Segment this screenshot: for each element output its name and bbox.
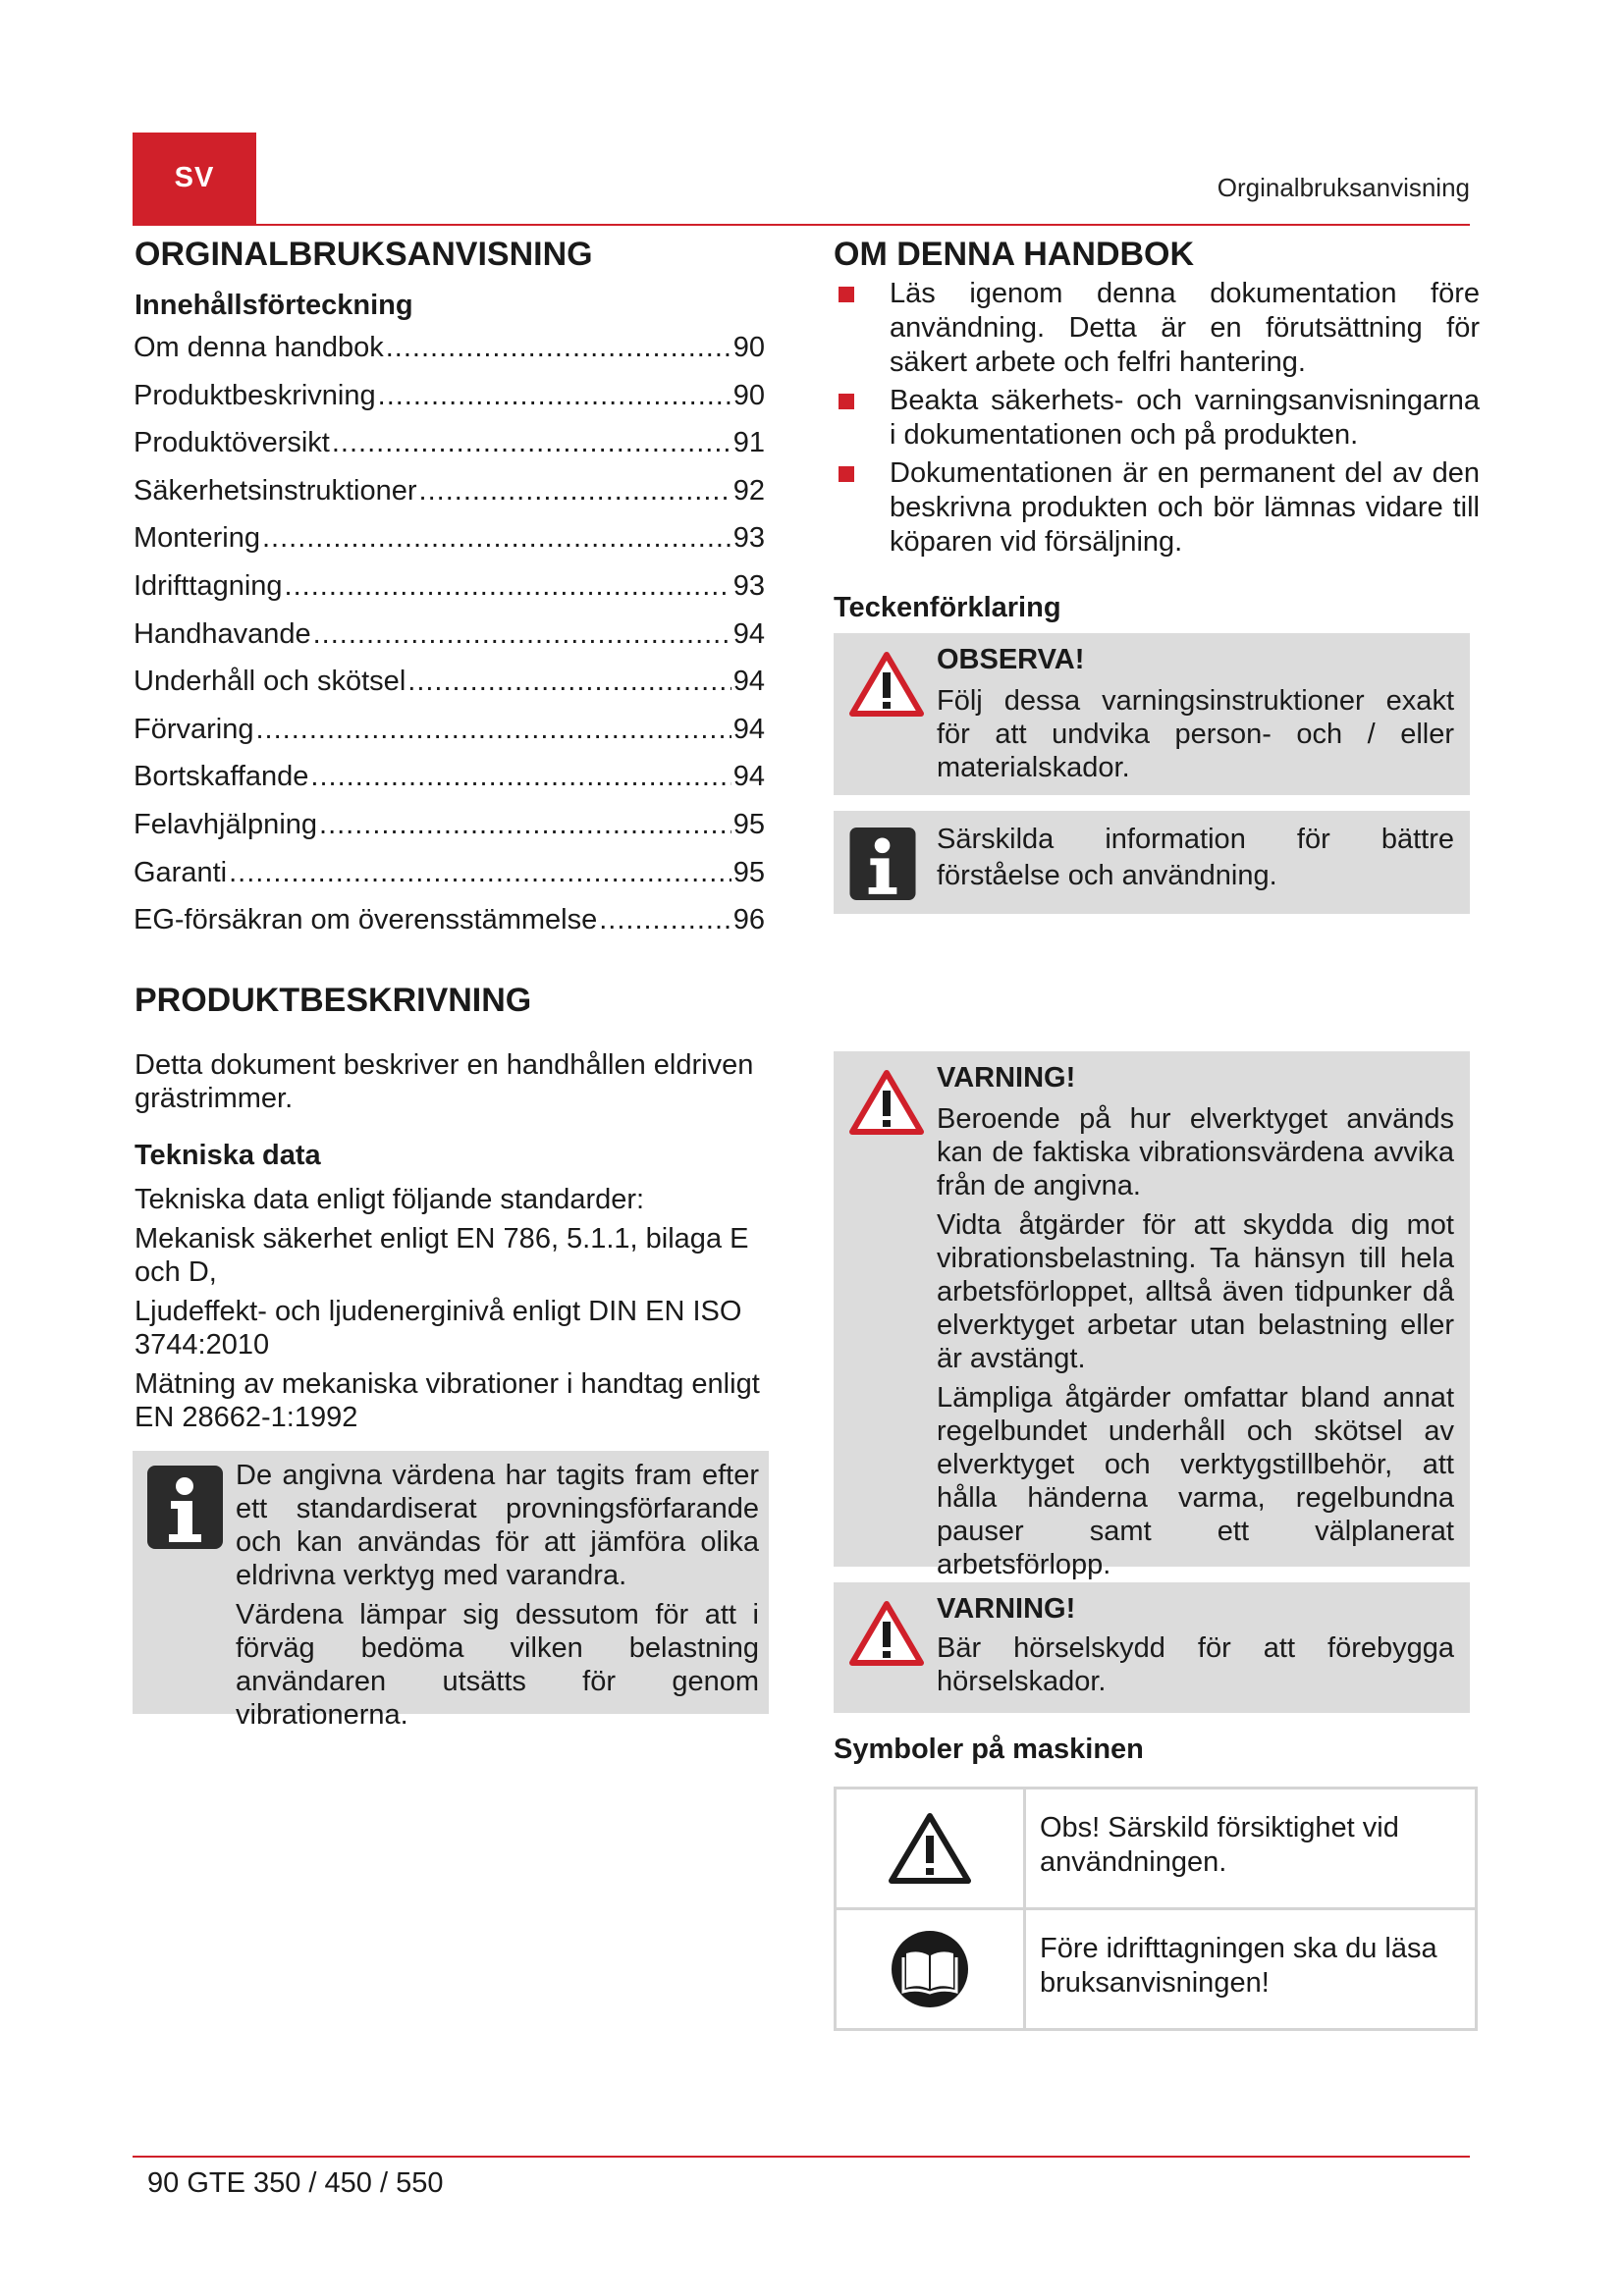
list-item: Läs igenom denna dokumentation före användning. Detta är en förutsättning för säkert arbete och felfri hantering. xyxy=(836,277,1480,380)
page-footer: 90 GTE 350 / 450 / 550 xyxy=(147,2167,444,2199)
running-title: Orginalbruksanvisning xyxy=(1217,173,1470,202)
symbol-description: Före idrifttagningen ska du läsa bruksanvisningen! xyxy=(1040,1933,1437,1999)
info-icon xyxy=(848,828,917,905)
handbook-bullets xyxy=(836,277,1480,563)
warning-text: Bär hörselskydd för att förebygga hörselskador. xyxy=(937,1632,1454,1697)
symbols-heading: Symboler på maskinen xyxy=(834,1734,1144,1765)
tech-paragraph: Mätning av mekaniska vibrationer i handtag enligt EN 28662-1:1992 xyxy=(135,1368,760,1433)
toc-entry[interactable]: Om denna handbok ..... 90 xyxy=(134,332,765,380)
page-title: ORGINALBRUKSANVISNING xyxy=(135,236,593,273)
header-divider xyxy=(133,224,1470,226)
toc-entry[interactable]: Idrifttagning ..... 93 xyxy=(134,570,765,618)
tech-data-text xyxy=(135,1183,783,1434)
tech-data-heading: Tekniska data xyxy=(135,1140,321,1171)
table-of-contents xyxy=(134,332,765,952)
tech-paragraph: Tekniska data enligt följande standarder: xyxy=(135,1184,645,1215)
warning-paragraph: Lämpliga åtgärder omfattar bland annat regelbundet underhåll och skötsel av elverktyget och verktygstillbehör, att hålla händerna varma, regelbundna pauser samt ett välplanerat arbetsförlopp. xyxy=(937,1382,1454,1580)
toc-entry[interactable]: Bortskaffande ..... 94 xyxy=(134,761,765,809)
info-box-paragraph: De angivna värdena har tagits fram efter ett standardiserat provningsförfarande och kan användas för att jämföra olika eldrivna verktyg med varandra. xyxy=(236,1460,759,1591)
table-row xyxy=(837,1789,1475,1910)
product-description-title: PRODUKTBESKRIVNING xyxy=(135,982,532,1019)
toc-entry[interactable]: Produktbeskrivning ..... 90 xyxy=(134,380,765,428)
toc-entry[interactable]: Underhåll och skötsel ..... 94 xyxy=(134,666,765,714)
toc-entry[interactable]: Garanti ..... 95 xyxy=(134,857,765,905)
info-box-vibration xyxy=(133,1451,769,1731)
warning-paragraph: Vidta åtgärder för att skydda dig mot vibrationsbelastning. Ta hänsyn till hela arbetsförloppet, alltså även tidpunker då elverktyget arbetar utan belastning eller är avstängt. xyxy=(937,1209,1454,1374)
legend-heading: Teckenförklaring xyxy=(834,592,1061,623)
table-row xyxy=(837,1910,1475,2028)
toc-entry[interactable]: Förvaring ..... 94 xyxy=(134,714,765,762)
toc-entry[interactable]: EG-försäkran om överensstämmelse ..... 96 xyxy=(134,904,765,952)
toc-entry[interactable]: Felavhjälpning ..... 95 xyxy=(134,809,765,857)
product-intro: Detta dokument beskriver en handhållen eldriven grästrimmer. xyxy=(135,1049,754,1114)
warning-box-vibration xyxy=(834,1051,1470,1580)
toc-heading: Innehållsförteckning xyxy=(135,290,413,321)
info-box-legend xyxy=(834,811,1470,914)
footer-divider xyxy=(133,2156,1470,2158)
toc-entry[interactable]: Montering ..... 93 xyxy=(134,522,765,570)
warning-paragraph: Beroende på hur elverktyget används kan de faktiska vibrationsvärdena avvika från de angivna. xyxy=(937,1103,1454,1201)
tech-paragraph: Ljudeffekt- och ljudenerginivå enligt DIN EN ISO 3744:2010 xyxy=(135,1296,742,1361)
list-item: Beakta säkerhets- och varningsanvisningarna i dokumentationen och på produkten. xyxy=(836,384,1480,453)
symbols-table xyxy=(834,1787,1478,2031)
list-item: Dokumentationen är en permanent del av den beskrivna produkten och bör lämnas vidare till köparen vid försäljning. xyxy=(836,456,1480,560)
warning-triangle-icon xyxy=(848,1069,925,1141)
language-tab: SV xyxy=(133,133,256,224)
info-legend-text: Särskilda information för bättre förståelse och användning. xyxy=(937,824,1454,891)
tech-paragraph: Mekanisk säkerhet enligt EN 786, 5.1.1, bilaga E och D, xyxy=(135,1223,749,1288)
handbook-title: OM DENNA HANDBOK xyxy=(834,236,1195,273)
warning-triangle-icon xyxy=(837,1789,1026,1907)
toc-entry[interactable]: Handhavande ..... 94 xyxy=(134,618,765,667)
toc-entry[interactable]: Säkerhetsinstruktioner ..... 92 xyxy=(134,475,765,523)
symbol-description: Obs! Särskild försiktighet vid användningen. xyxy=(1040,1812,1399,1878)
warning-title: VARNING! xyxy=(937,1593,1076,1625)
info-box-paragraph: Värdena lämpar sig dessutom för att i förväg bedöma vilken belastning användaren utsätts för genom vibrationerna. xyxy=(236,1599,759,1731)
observe-title: OBSERVA! xyxy=(937,644,1085,675)
warning-triangle-icon xyxy=(848,651,925,722)
observe-text: Följ dessa varningsinstruktioner exakt för att undvika person- och / eller materialskador. xyxy=(937,685,1454,783)
warning-title: VARNING! xyxy=(937,1062,1076,1094)
toc-entry[interactable]: Produktöversikt ..... 91 xyxy=(134,427,765,475)
observe-box xyxy=(834,633,1470,795)
info-icon xyxy=(147,1466,223,1554)
warning-box-hearing xyxy=(834,1582,1470,1713)
warning-triangle-icon xyxy=(848,1600,925,1672)
book-icon xyxy=(837,1910,1026,2028)
